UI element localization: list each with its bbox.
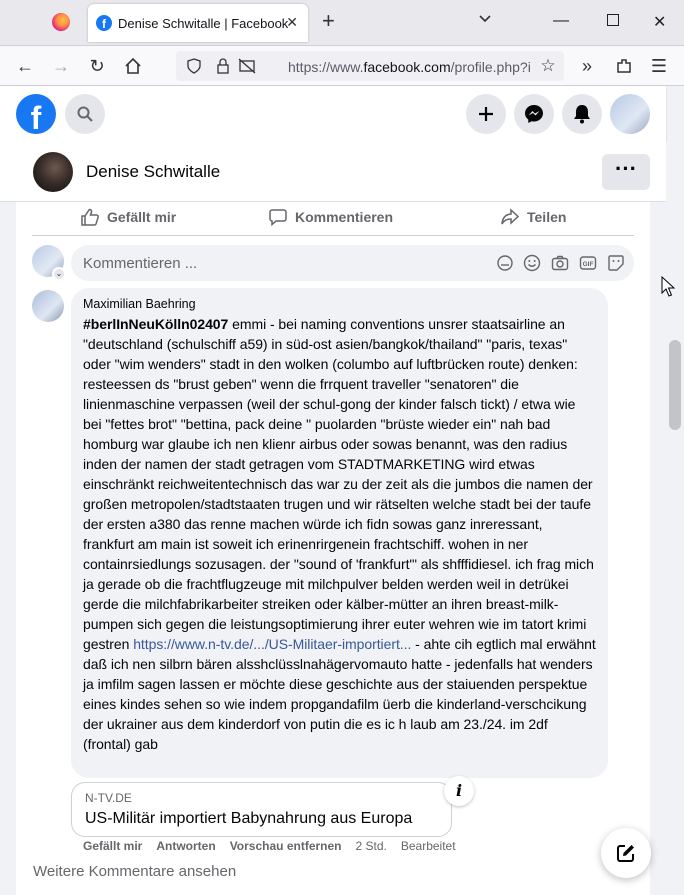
bell-icon xyxy=(573,104,591,124)
home-icon[interactable] xyxy=(122,55,144,77)
thumbs-up-icon xyxy=(81,208,99,226)
comment-reply-link[interactable]: Antworten xyxy=(156,839,216,853)
messenger-icon xyxy=(524,104,544,124)
chevron-down-icon[interactable]: ⌄ xyxy=(52,267,66,281)
link-preview-domain: N-TV.DE xyxy=(85,791,132,805)
lock-icon[interactable] xyxy=(216,58,230,74)
extensions-icon[interactable] xyxy=(613,55,635,77)
search-icon xyxy=(77,106,93,122)
list-tabs-chevron-icon[interactable] xyxy=(478,12,492,26)
scrollbar-thumb[interactable] xyxy=(669,340,681,430)
comment-text xyxy=(83,314,596,754)
comment-input[interactable] xyxy=(71,245,634,281)
browser-nav-bar xyxy=(0,46,684,86)
profile-picture[interactable] xyxy=(33,152,73,192)
link-preview-title: US-Militär importiert Babynahrung aus Europa xyxy=(85,810,413,827)
comment-hashtag[interactable]: #berlInNeuKölln02407 xyxy=(83,316,229,332)
like-button[interactable] xyxy=(81,208,176,226)
comment-author[interactable]: Maximilian Baehring xyxy=(83,297,196,311)
bookmark-star-icon[interactable]: ☆ xyxy=(540,56,556,75)
profile-bar xyxy=(0,142,666,202)
shield-icon[interactable] xyxy=(186,58,202,74)
sticker-icon[interactable] xyxy=(607,254,625,272)
scrollbar-track[interactable] xyxy=(666,142,684,895)
comment-body-2: - ahte cih egtlich mal erwähnt daß ich nen silbrn bären alsshclüsslnahägervomauto hatte - jedenfalls hat wenders ja imfilm sagen lassen er möchte diese geschichte aus der staiuenden perspektue eines kindes sehen so wie indem propgandafilm üerb die kinderland-verschcikung der ukrainer aus dem kinderdorf von putin die es ic h laub am 23./24. im 2df (frontal) gab xyxy=(83,636,596,752)
mouse-cursor-icon xyxy=(661,276,675,298)
avatar-sticker-icon[interactable] xyxy=(496,254,514,272)
browser-tab-bar xyxy=(0,0,684,46)
new-message-button[interactable] xyxy=(601,828,651,878)
comment-link[interactable]: https://www.n-tv.de/.../US-Militaer-importiert... xyxy=(133,636,412,652)
permissions-icon[interactable] xyxy=(238,58,256,74)
comment-button[interactable] xyxy=(269,208,393,226)
plus-icon xyxy=(477,105,495,123)
info-icon[interactable]: i xyxy=(444,776,474,806)
camera-icon[interactable] xyxy=(551,254,569,272)
search-button[interactable] xyxy=(65,94,105,134)
notifications-button[interactable] xyxy=(562,94,602,134)
create-button[interactable] xyxy=(466,94,506,134)
back-arrow-icon[interactable]: ← xyxy=(16,56,34,76)
remove-preview-link[interactable]: Vorschau entfernen xyxy=(229,839,342,853)
comment-label: Kommentieren xyxy=(295,209,394,225)
comment-bubble-icon xyxy=(269,208,287,226)
tab-close-icon[interactable]: ✕ xyxy=(286,14,298,30)
firefox-icon[interactable] xyxy=(52,13,70,31)
facebook-header xyxy=(0,86,666,142)
facebook-logo-icon[interactable]: f xyxy=(16,94,56,134)
minimize-icon[interactable]: — xyxy=(553,12,569,29)
comment-edited-label: Bearbeitet xyxy=(400,839,456,853)
write-comment-row xyxy=(32,245,634,281)
compose-edit-icon xyxy=(616,843,636,863)
like-label: Gefällt mir xyxy=(107,209,177,225)
account-avatar[interactable] xyxy=(610,94,650,134)
svg-text:GIF: GIF xyxy=(582,261,594,268)
emoji-icon[interactable] xyxy=(523,254,541,272)
more-options-button[interactable]: ··· xyxy=(602,154,650,190)
url-text[interactable]: https://www.facebook.com/profile.php?i xyxy=(288,59,531,75)
tab-title: Denise Schwitalle | Facebook xyxy=(118,16,289,31)
reload-icon[interactable]: ↻ xyxy=(89,56,105,76)
share-button[interactable] xyxy=(501,208,566,226)
post-card xyxy=(16,202,650,895)
gif-icon[interactable] xyxy=(579,254,597,272)
window-close-icon[interactable]: ✕ xyxy=(653,14,667,31)
comment-timestamp[interactable]: 2 Std. xyxy=(355,839,387,853)
commenter-avatar[interactable] xyxy=(32,290,64,322)
forward-arrow-icon[interactable]: → xyxy=(52,56,70,76)
view-more-comments[interactable]: Weitere Kommentare ansehen xyxy=(33,863,237,880)
new-tab-icon[interactable]: + xyxy=(322,8,335,33)
browser-tab[interactable] xyxy=(88,4,308,42)
share-arrow-icon xyxy=(501,208,519,226)
overflow-chevrons-icon[interactable]: » xyxy=(581,56,592,76)
messenger-button[interactable] xyxy=(514,94,554,134)
comment-like-link[interactable]: Gefällt mir xyxy=(83,839,143,853)
link-preview[interactable] xyxy=(71,782,452,837)
facebook-favicon-icon: f xyxy=(96,15,112,31)
url-bar[interactable] xyxy=(176,51,564,81)
maximize-icon[interactable] xyxy=(607,14,619,26)
comment-bubble xyxy=(71,288,608,778)
profile-name[interactable]: Denise Schwitalle xyxy=(86,162,221,181)
menu-hamburger-icon[interactable]: ☰ xyxy=(650,56,668,76)
comment-placeholder: Kommentieren ... xyxy=(83,255,198,272)
post-actions xyxy=(32,202,634,236)
share-label: Teilen xyxy=(527,209,567,225)
comment-body-1: emmi - bei naming conventions unsrer staatsairline an "deutschland (schulschiff a59) in süd-ost asien/bangkok/thailand" "paris, texas" oder "wim wenders" stadt in den wolken (columbo auf luftbrücken route) denken: resteessen ds "brust geben" wenn die frrquent traveller "senatoren" die linienmaschine verpassen (weil der schul-gong der kinder falsch tickt) / etwa wie bei "fettes brot" "bettina, pack deine " puolarden "brüste wieder ein" nah bad homburg war glaube ich nen klienr airbus oder sowas benannt, was den radius inden der namen der stadt getragen vom STADTMARKETING wird etwas einschränkt reichweitentechnisch das war zu der zeit als die jumbos die namen der großen metropolen/stadtstaaten trugen und wir rätselten welche stadt bei der taufe der ersten a380 das renne machen würde ich fidn sowas ganz inreressant, frankfurt am main ist soweit ich erinenrirgenein frachtschiff. wohen in ner containrsiedlungs sozusagen. der "sound of 'frankfurt'" als shfffidiesel. ich frag mich ja gerade ob die frachtflugzeuge mit milchpulver belden werden weil in detrükei gerde die milchfabrikarbeiter streiken oder kälber-mütter an ihren breast-milk-pumpen sich gegen die leistungsoptimierung ihrer euter wehren wie im tatort krimi gestren xyxy=(83,316,594,652)
comment-meta xyxy=(83,839,470,853)
